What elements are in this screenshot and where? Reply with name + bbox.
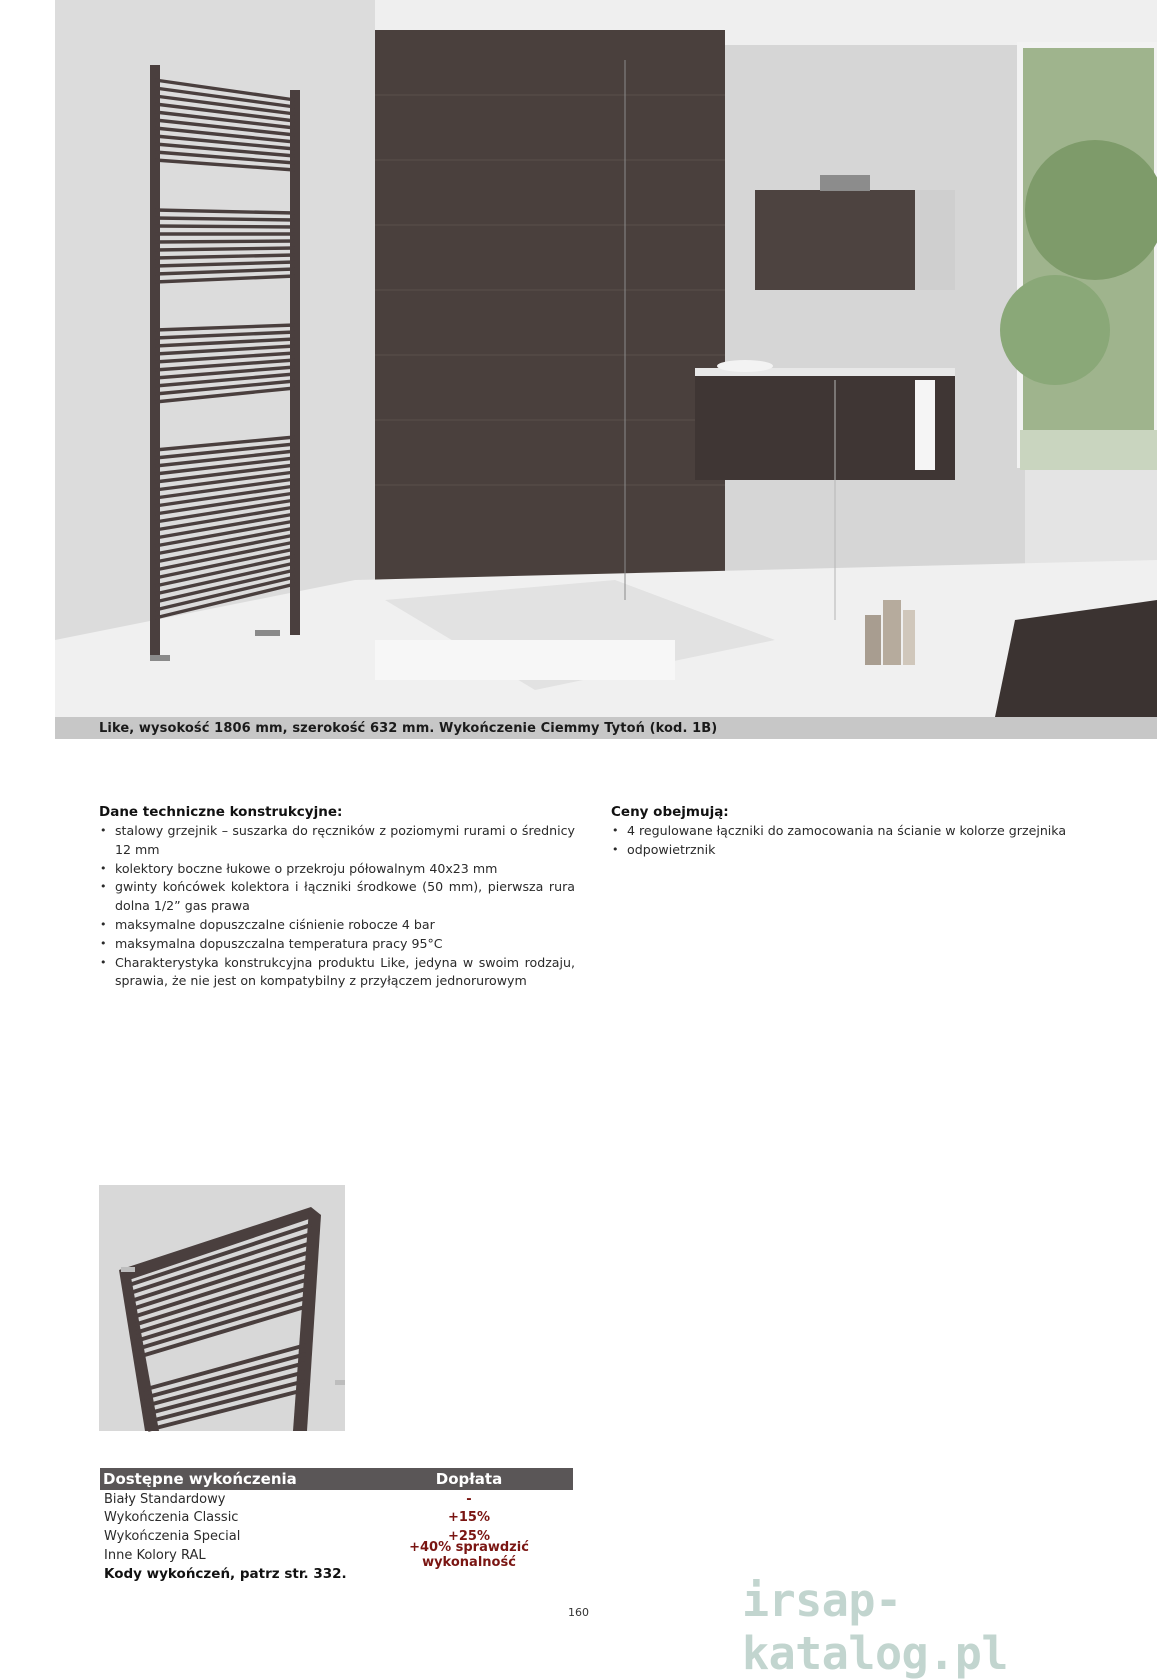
technical-specs-list — [99, 822, 575, 991]
hero-photo — [55, 0, 1157, 717]
list-item: • Charakterystyka konstrukcyjna produktu Like, jedyna w swoim rodzaju, sprawia, że nie jest on kompatybilny z przyłączem jednorurowym — [99, 954, 575, 992]
finish-surcharge: +15% — [447, 1510, 490, 1526]
surcharge-column-header: Dopłata — [435, 1470, 503, 1488]
finish-name: Wykończenia Classic — [104, 1510, 239, 1526]
technical-specs — [99, 803, 575, 991]
technical-specs-title: Dane techniczne konstrukcyjne: — [99, 804, 343, 820]
list-item: • kolektory boczne łukowe o przekroju półowalnym 40x23 mm — [99, 860, 575, 879]
table-row — [100, 1540, 573, 1571]
list-item: • odpowietrznik — [611, 841, 1081, 860]
watermark: irsap-katalog.pl — [742, 1574, 1008, 1680]
price-includes — [611, 803, 1081, 860]
finish-name: Biały Standardowy — [104, 1491, 226, 1507]
list-item: • 4 regulowane łączniki do zamocowania na ścianie w kolorze grzejnika — [611, 822, 1081, 841]
finish-name: Inne Kolory RAL — [104, 1547, 206, 1563]
list-item: • stalowy grzejnik – suszarka do ręczników z poziomymi rurami o średnicy 12 mm — [99, 822, 575, 860]
finishes-table — [100, 1468, 573, 1584]
finish-surcharge: +25% — [447, 1528, 490, 1544]
finishes-table-header — [100, 1468, 573, 1490]
product-thumbnail — [99, 1185, 345, 1431]
table-row — [100, 1509, 573, 1528]
list-item: • maksymalne dopuszczalne ciśnienie robocze 4 bar — [99, 916, 575, 935]
price-includes-title: Ceny obejmują: — [611, 804, 729, 820]
photo-caption: Like, wysokość 1806 mm, szerokość 632 mm. Wykończenie Ciemmy Tytoń (kod. 1B) — [99, 720, 718, 736]
finish-surcharge: - — [466, 1491, 472, 1507]
finish-surcharge: +40% sprawdzić wykonalność — [409, 1540, 529, 1571]
page-number: 160 — [568, 1606, 589, 1619]
photo-caption-bar — [55, 717, 1157, 739]
list-item: • maksymalna dopuszczalna temperatura pracy 95°C — [99, 935, 575, 954]
finish-codes-note: Kody wykończeń, patrz str. 332. — [104, 1566, 347, 1583]
finishes-column-header: Dostępne wykończenia — [103, 1470, 297, 1488]
table-row — [100, 1490, 573, 1509]
price-includes-list — [611, 822, 1081, 860]
finish-name: Wykończenia Special — [104, 1528, 241, 1544]
list-item: • gwinty końcówek kolektora i łączniki środkowe (50 mm), pierwsza rura dolna 1/2” gas prawa — [99, 878, 575, 916]
